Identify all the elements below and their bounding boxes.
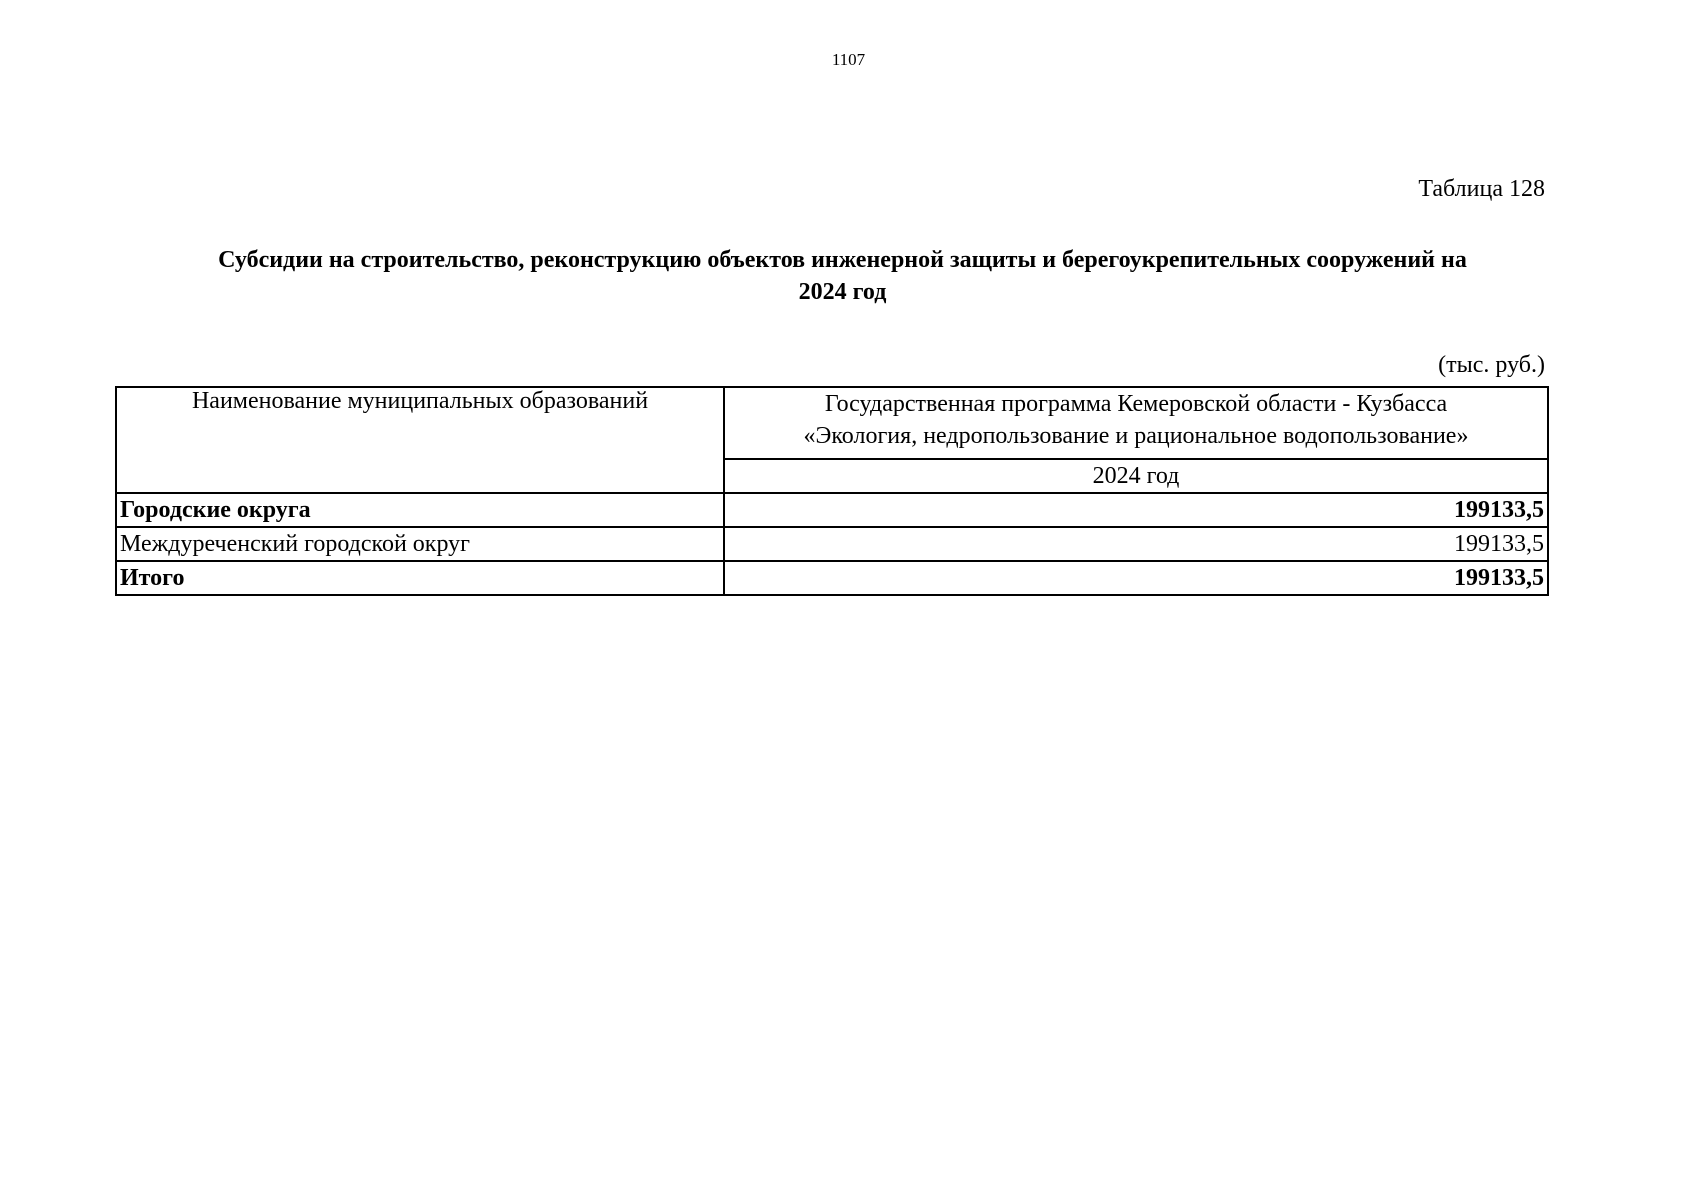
header-municipality-name: Наименование муниципальных образований (116, 387, 724, 493)
page-number: 1107 (831, 50, 866, 69)
header-year: 2024 год (724, 459, 1548, 493)
units-label: (тыс. руб.) (1438, 352, 1545, 378)
table-header-row (116, 387, 1548, 459)
row-name: Городские округа (116, 493, 724, 527)
row-name: Итого (116, 561, 724, 595)
row-name: Междуреченский городской округ (116, 527, 724, 561)
table-row (116, 493, 1548, 527)
table-row (116, 527, 1548, 561)
header-program-line-2: «Экология, недропользование и рациональное водопользование» (803, 423, 1469, 449)
row-value: 199133,5 (724, 561, 1548, 595)
table-label: Таблица 128 (1418, 176, 1545, 202)
table-row-total (116, 561, 1548, 595)
row-value: 199133,5 (724, 527, 1548, 561)
document-title-line-1: Субсидии на строительство, реконструкцию объектов инженерной защиты и берегоукрепительных сооружений на (218, 247, 1467, 273)
document-title-line-2: 2024 год (798, 279, 887, 305)
document-title (120, 244, 1565, 308)
header-program-line-1: Государственная программа Кемеровской области - Кузбасса (824, 391, 1448, 417)
header-program (724, 387, 1548, 459)
subsidies-table (115, 386, 1549, 596)
row-value: 199133,5 (724, 493, 1548, 527)
